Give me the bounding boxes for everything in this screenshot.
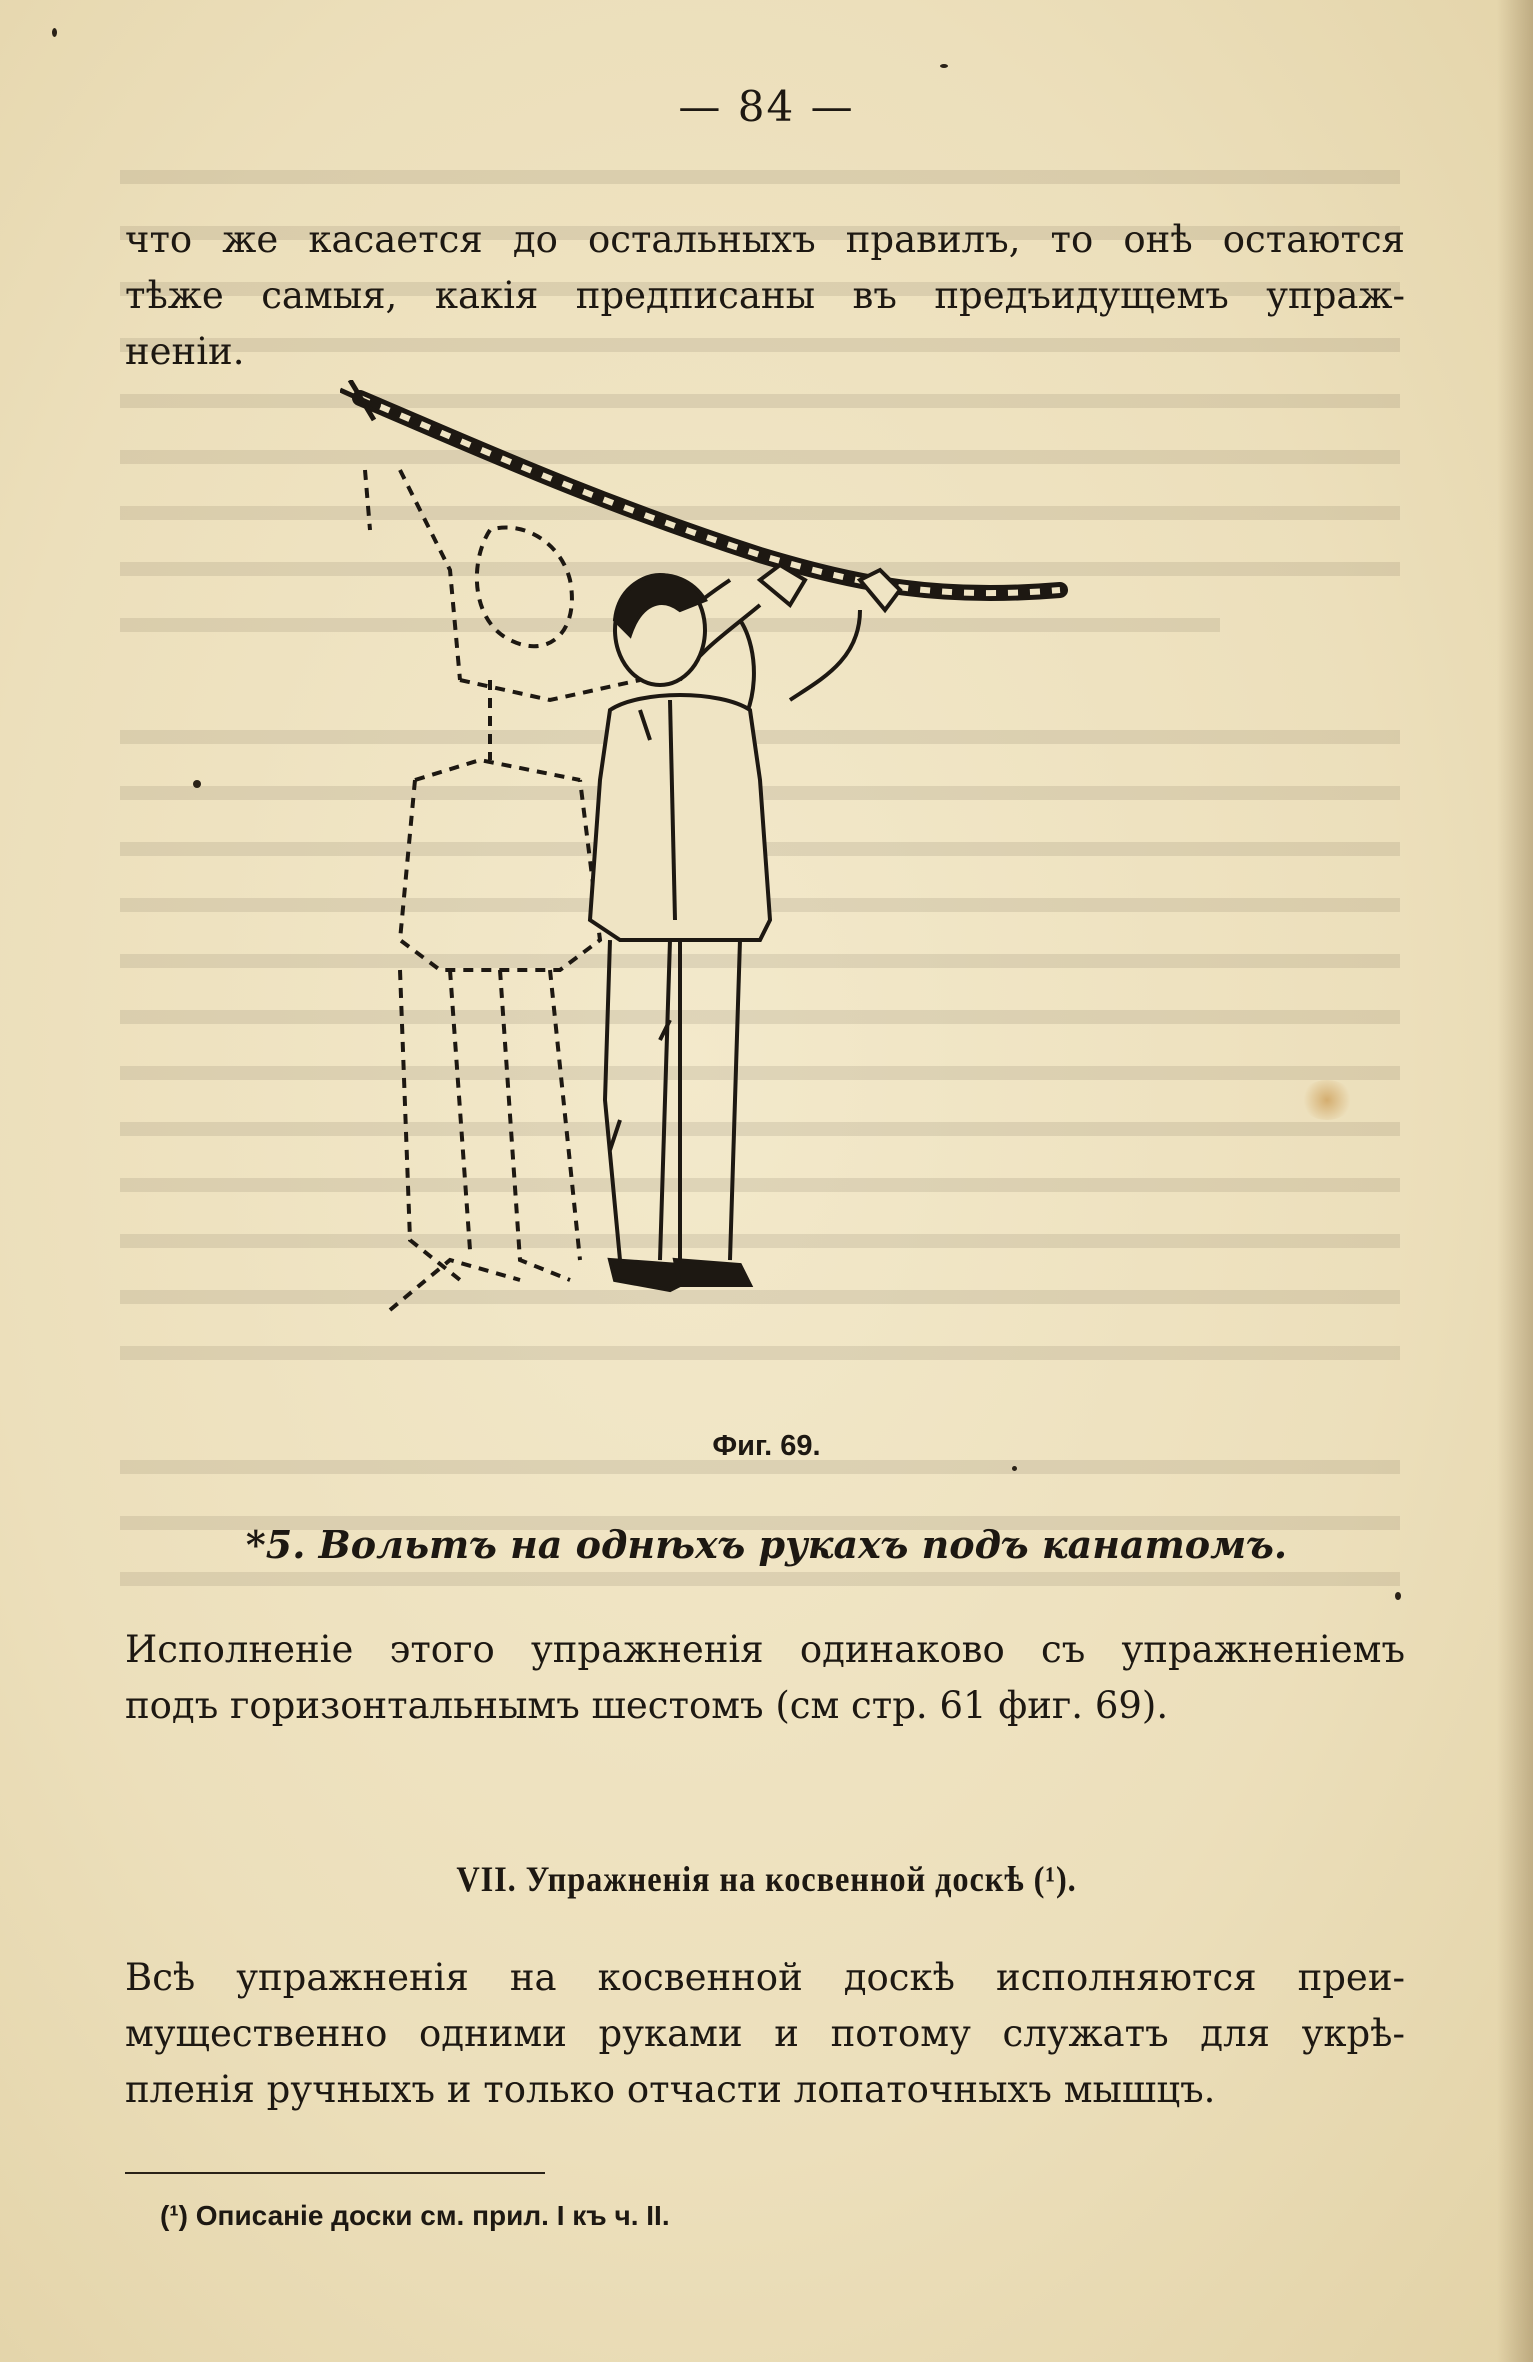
- ink-speck: [52, 28, 57, 37]
- footnote: (¹) Описаніе доски см. прил. I къ ч. II.: [160, 2200, 670, 2231]
- figure-caption: Фиг. 69.: [712, 1430, 821, 1462]
- hanging-man-figure: [590, 565, 900, 1290]
- rope: [340, 380, 1060, 593]
- page-spine-shadow: [1497, 0, 1533, 2362]
- text-line: пленія ручныхъ и только отчасти лопаточныхъ мышцъ.: [125, 2068, 1216, 2111]
- text-line: Всѣ упражненія на косвенной доскѣ исполняются преи-: [125, 1956, 1405, 1999]
- ink-speck: [940, 64, 948, 68]
- text-line: мущественно одними руками и потому служатъ для укрѣ-: [125, 2012, 1405, 2055]
- footnote-rule: [125, 2172, 545, 2174]
- text-line: Исполненіе этого упражненія одинаково съ упражненіемъ: [125, 1628, 1405, 1671]
- figure-illustration: [340, 380, 1100, 1320]
- ink-speck: [193, 780, 201, 788]
- foxing-stain: [1300, 1080, 1354, 1120]
- text-line: тѣже самыя, какія предписаны въ предъидущемъ упраж-: [125, 274, 1405, 317]
- paragraph-exercise: [125, 1622, 1405, 1734]
- paragraph-section: [125, 1950, 1405, 2118]
- exercise-subheading: *5. Вольтъ на однѣхъ рукахъ подъ канатомъ.: [245, 1522, 1288, 1567]
- ink-speck: [1012, 1466, 1017, 1471]
- text-line: подъ горизонтальнымъ шестомъ (см стр. 61 фиг. 69).: [125, 1684, 1169, 1727]
- text-line: что же касается до остальныхъ правилъ, то онѣ остаются: [125, 218, 1405, 261]
- text-line: неніи.: [125, 330, 245, 373]
- ink-speck: [1395, 1592, 1401, 1600]
- rope-exercise-drawing: [340, 380, 1100, 1320]
- paragraph-continuation: [125, 212, 1405, 380]
- page-number: — 84 —: [678, 82, 855, 131]
- section-heading: VII. Упражненія на косвенной доскѣ (¹).: [456, 1859, 1077, 1899]
